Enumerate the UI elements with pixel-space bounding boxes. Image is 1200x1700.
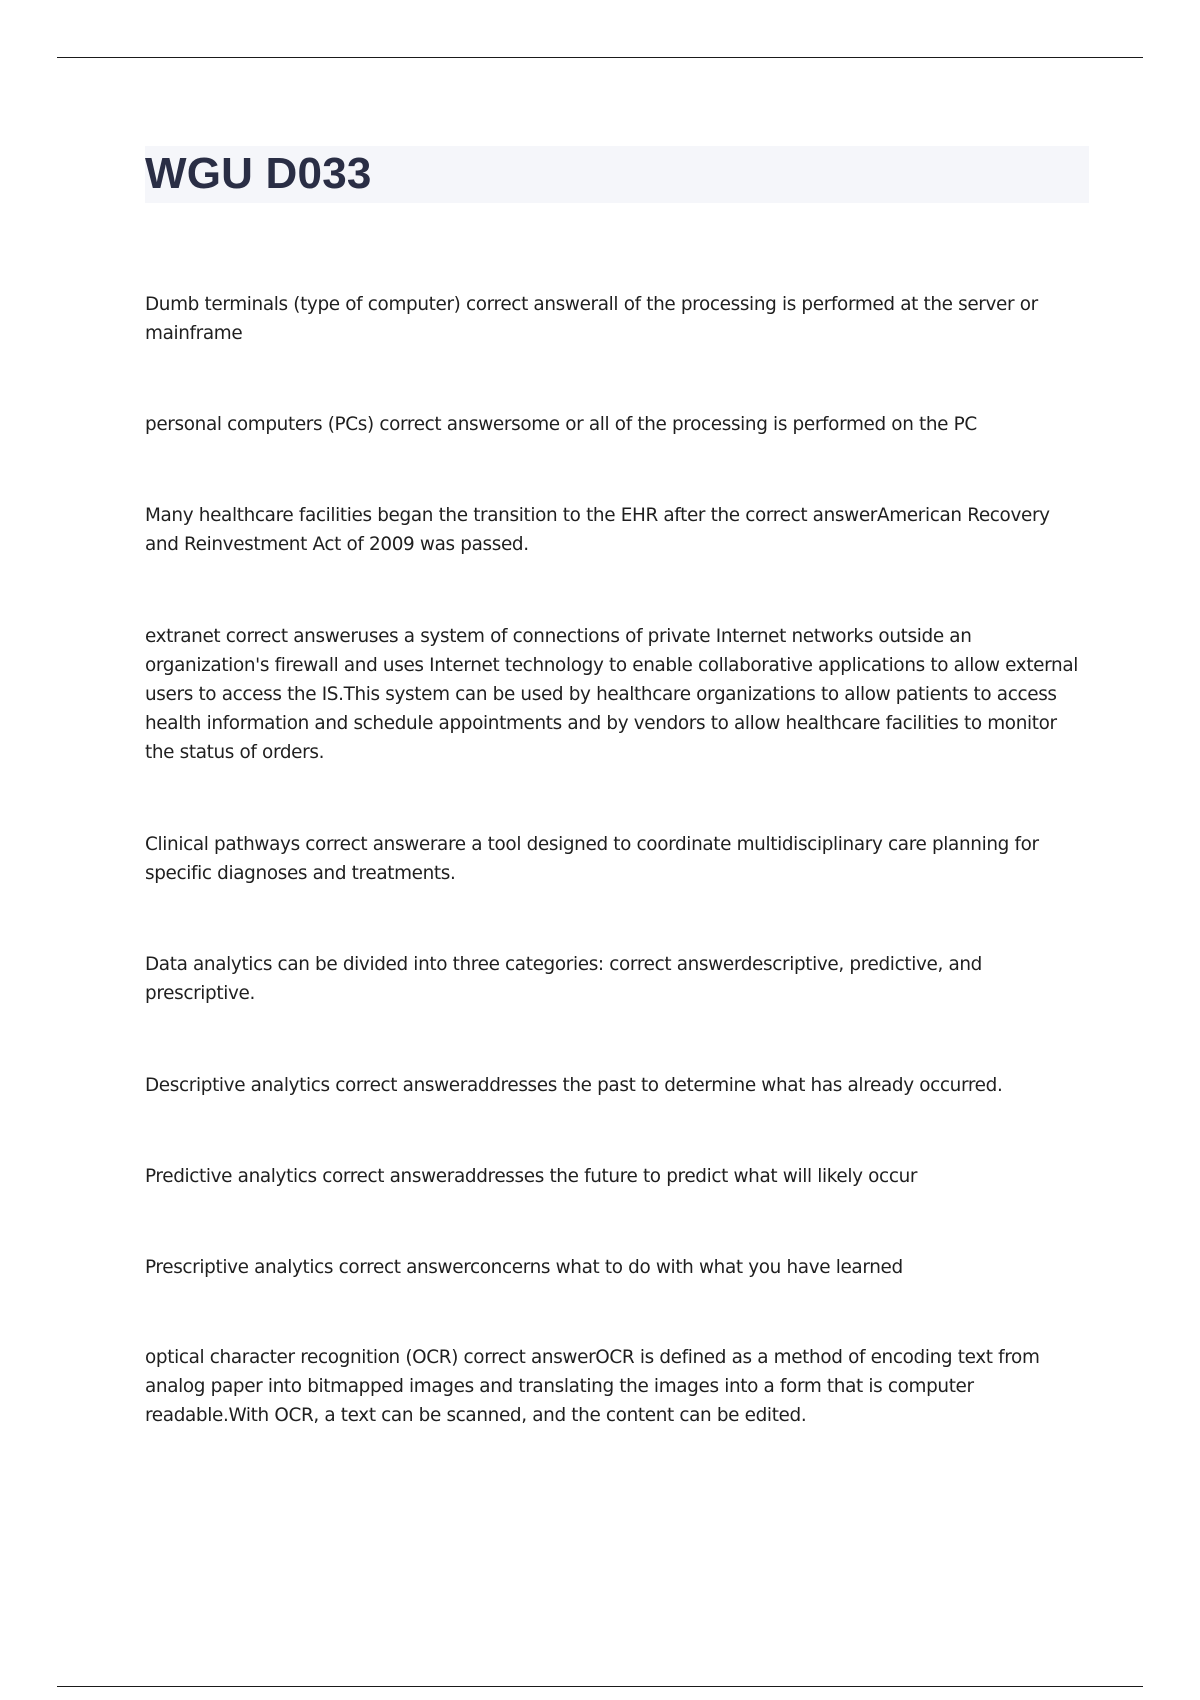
flashcard-entry: Dumb terminals (type of computer) correct answerall of the processing is performed at the server or mainframe [145,294,1038,344]
flashcard-entry: extranet correct answeruses a system of connections of private Internet networks outside an organization's firewall and uses Internet technology to enable collaborative applications to allow external users to access the IS.This system can be used by healthcare organizations to allow patients to access health information and schedule appointments and by vendors to allow healthcare facilities to monitor the status of orders. [145,626,1079,763]
header-rule [57,57,1143,58]
flashcard-entry: Descriptive analytics correct answeraddresses the past to determine what has already occurred. [145,1075,1003,1096]
footer-rule [57,1686,1143,1687]
flashcard-entry: personal computers (PCs) correct answersome or all of the processing is performed on the PC [145,414,977,435]
document-title: WGU D033 [145,149,372,198]
flashcard-entry: Clinical pathways correct answerare a tool designed to coordinate multidisciplinary care planning for specific diagnoses and treatments. [145,834,1039,884]
flashcard-entry: Data analytics can be divided into three categories: correct answerdescriptive, predictive, and prescriptive. [145,954,982,1004]
title-band [145,146,1089,203]
flashcard-entry: Predictive analytics correct answeraddresses the future to predict what will likely occur [145,1166,918,1187]
flashcard-entry: Prescriptive analytics correct answerconcerns what to do with what you have learned [145,1257,903,1278]
flashcard-entry: optical character recognition (OCR) correct answerOCR is defined as a method of encoding text from analog paper into bitmapped images and translating the images into a form that is computer readable.With OCR, a text can be scanned, and the content can be edited. [145,1347,1040,1426]
flashcard-entry: Many healthcare facilities began the transition to the EHR after the correct answerAmerican Recovery and Reinvestment Act of 2009 was passed. [145,505,1050,555]
